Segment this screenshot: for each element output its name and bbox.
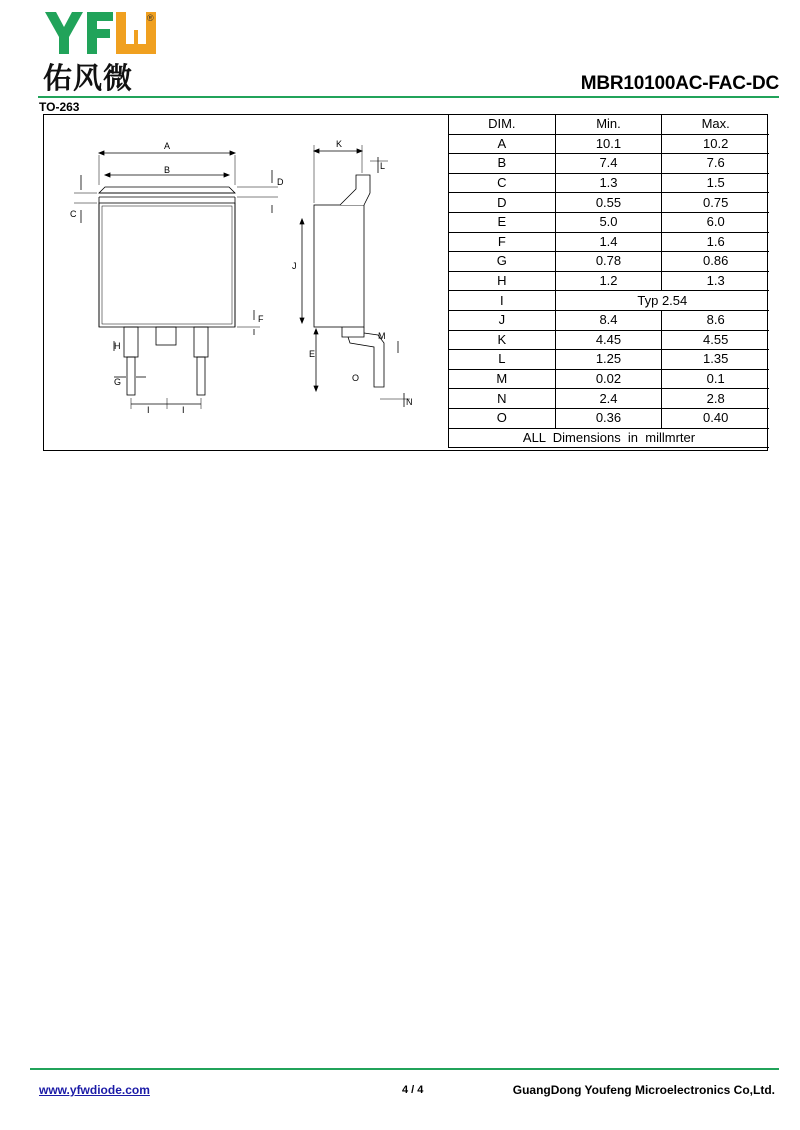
- table-cell-min: 4.45: [555, 330, 662, 350]
- table-row: [449, 350, 770, 370]
- table-cell-max: 8.6: [662, 310, 769, 330]
- table-row: [449, 212, 770, 232]
- table-row: [449, 291, 770, 311]
- dim-label-n: N: [406, 397, 413, 407]
- header-divider: [38, 96, 779, 98]
- table-cell-min: 2.4: [555, 389, 662, 409]
- table-cell-max: 7.6: [662, 154, 769, 174]
- table-cell-max: 1.3: [662, 271, 769, 291]
- table-cell-dim: L: [449, 350, 556, 370]
- table-cell-min: 5.0: [555, 212, 662, 232]
- dim-label-b: B: [164, 165, 171, 175]
- website-link[interactable]: www.yfwdiode.com: [39, 1083, 150, 1097]
- table-header-row: [449, 115, 770, 134]
- table-cell-min: 0.02: [555, 369, 662, 389]
- table-cell-min: 1.3: [555, 173, 662, 193]
- table-cell-dim: F: [449, 232, 556, 252]
- dim-label-f: F: [258, 314, 264, 324]
- table-row: [449, 310, 770, 330]
- table-footer-row: [449, 428, 770, 448]
- table-cell-dim: N: [449, 389, 556, 409]
- table-cell-min: 1.2: [555, 271, 662, 291]
- table-cell-min: 0.36: [555, 408, 662, 428]
- table-cell-min: 1.25: [555, 350, 662, 370]
- part-number: MBR10100AC-FAC-DC: [580, 73, 779, 94]
- table-row: [449, 389, 770, 409]
- dim-label-l: L: [380, 161, 386, 171]
- dim-label-m: M: [378, 331, 386, 341]
- footer-divider: [30, 1068, 779, 1070]
- table-row: [449, 252, 770, 272]
- table-row: [449, 369, 770, 389]
- dim-label-d: D: [277, 177, 284, 187]
- table-cell-min: 0.55: [555, 193, 662, 213]
- table-row: [449, 330, 770, 350]
- table-header-dim: DIM.: [449, 115, 556, 134]
- package-outline-frame: [43, 114, 768, 451]
- table-cell-dim: I: [449, 291, 556, 311]
- dim-label-a: A: [164, 141, 171, 151]
- table-cell-dim: A: [449, 134, 556, 154]
- table-cell-max: 10.2: [662, 134, 769, 154]
- table-row: [449, 134, 770, 154]
- dimension-table: [448, 115, 769, 448]
- package-outline-drawing: [44, 115, 448, 450]
- logo-chinese-name: 佑风微: [43, 61, 134, 95]
- table-units-note: ALL Dimensions in millmrter: [449, 428, 770, 448]
- table-cell-min: 7.4: [555, 154, 662, 174]
- dim-label-o: O: [352, 373, 360, 383]
- table-cell-dim: O: [449, 408, 556, 428]
- table-cell-dim: G: [449, 252, 556, 272]
- dim-label-h: H: [114, 341, 121, 351]
- dim-label-i-1: I: [147, 405, 150, 415]
- table-row: [449, 173, 770, 193]
- table-cell-dim: B: [449, 154, 556, 174]
- table-cell-min: 0.78: [555, 252, 662, 272]
- company-logo: [43, 10, 173, 94]
- svg-text:®: ®: [147, 13, 154, 23]
- dim-label-k: K: [336, 139, 343, 149]
- table-header-min: Min.: [555, 115, 662, 134]
- table-cell-max: 0.1: [662, 369, 769, 389]
- table-cell-dim: C: [449, 173, 556, 193]
- table-cell-dim: K: [449, 330, 556, 350]
- table-cell-max: 0.40: [662, 408, 769, 428]
- dim-label-g: G: [114, 377, 122, 387]
- table-cell-max: 6.0: [662, 212, 769, 232]
- table-cell-max: 1.35: [662, 350, 769, 370]
- dim-label-c: C: [70, 209, 77, 219]
- table-cell-dim: H: [449, 271, 556, 291]
- table-cell-typical: Typ 2.54: [555, 291, 769, 311]
- dim-label-j: J: [292, 261, 297, 271]
- table-row: [449, 408, 770, 428]
- table-cell-max: 4.55: [662, 330, 769, 350]
- table-cell-dim: M: [449, 369, 556, 389]
- table-header-max: Max.: [662, 115, 769, 134]
- table-cell-dim: D: [449, 193, 556, 213]
- table-cell-max: 1.5: [662, 173, 769, 193]
- table-row: [449, 154, 770, 174]
- table-cell-dim: J: [449, 310, 556, 330]
- table-row: [449, 232, 770, 252]
- table-cell-dim: E: [449, 212, 556, 232]
- dim-label-i-2: I: [182, 405, 185, 415]
- table-cell-min: 1.4: [555, 232, 662, 252]
- table-row: [449, 193, 770, 213]
- table-cell-max: 2.8: [662, 389, 769, 409]
- table-cell-max: 0.75: [662, 193, 769, 213]
- table-cell-min: 8.4: [555, 310, 662, 330]
- company-name: GuangDong Youfeng Microelectronics Co,Ltd.: [512, 1083, 775, 1097]
- dim-label-e: E: [309, 349, 316, 359]
- table-cell-max: 1.6: [662, 232, 769, 252]
- table-cell-max: 0.86: [662, 252, 769, 272]
- table-cell-min: 10.1: [555, 134, 662, 154]
- page-number: 4 / 4: [402, 1084, 424, 1096]
- package-name: TO-263: [39, 100, 80, 114]
- table-row: [449, 271, 770, 291]
